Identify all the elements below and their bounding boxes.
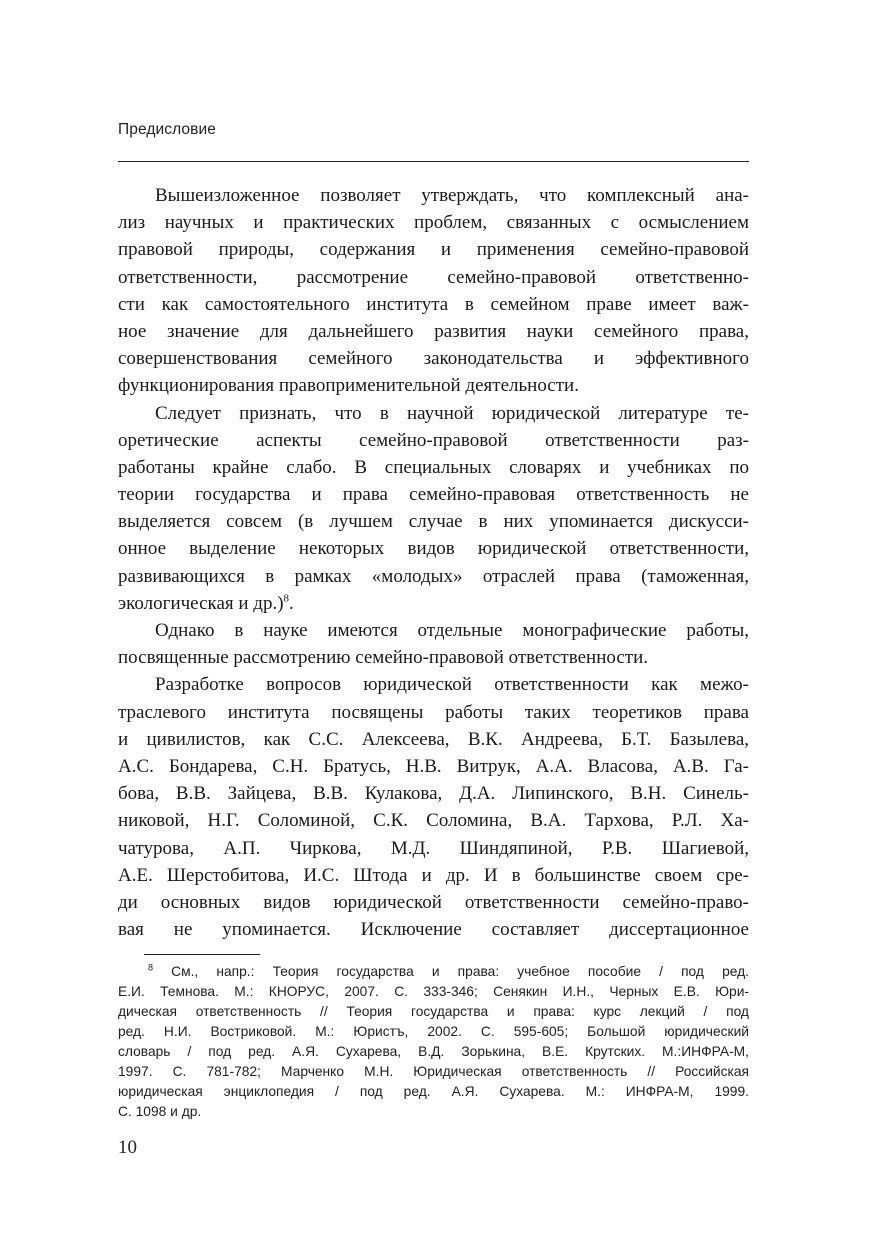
text-line: ди основных видов юридической ответственности семейно-право- xyxy=(118,891,749,913)
footnote-reference[interactable]: 8 xyxy=(283,592,290,605)
text-line: А.Е. Шерстобитова, И.С. Штода и др. И в большинстве своем сре- xyxy=(118,864,749,886)
footnote-number: 8 xyxy=(148,962,154,973)
text-line: совершенствования семейного законодательства и эффективного xyxy=(118,348,749,370)
text-line: чатурова, А.П. Чиркова, М.Д. Шиндяпиной, Р.В. Шагиевой, xyxy=(118,837,749,859)
footnote-line: юридическая энциклопедия / под ред. А.Я. Сухарева. М.: ИНФРА-М, 1999. xyxy=(118,1084,749,1099)
text-line: посвященные рассмотрению семейно-правовой ответственности. xyxy=(118,647,648,669)
text-line: траслевого института посвящены работы таких теоретиков права xyxy=(118,701,749,723)
text-line xyxy=(118,590,749,617)
text-line: вая не упоминается. Исключение составляет диссертационное xyxy=(118,919,749,941)
footnote-line: словарь / под ред. А.Я. Сухарева, В.Д. Зорькина, В.Е. Крутских. М.:ИНФРА-М, xyxy=(118,1044,749,1059)
footnote-divider xyxy=(144,954,260,955)
text-line: онное выделение некоторых видов юридической ответственности, xyxy=(118,538,749,560)
text-line: никовой, Н.Г. Соломиной, С.К. Соломина, В.А. Тархова, Р.Л. Ха- xyxy=(118,810,749,832)
text-line: Вышеизложенное позволяет утверждать, что комплексный ана- xyxy=(155,185,749,206)
text-line: сти как самостоятельного института в семейном праве имеет важ- xyxy=(118,293,749,315)
text-line: развивающихся в рамках «молодых» отраслей права (таможенная, xyxy=(118,565,749,587)
sentence-period: . xyxy=(289,592,294,614)
footnote-line: дическая ответственность // Теория государства и права: курс лекций / под xyxy=(118,1004,749,1019)
text-line: Однако в науке имеются отдельные монографические работы, xyxy=(155,620,749,641)
text-line: А.С. Бондарева, С.Н. Братусь, Н.В. Витрук, А.А. Власова, А.В. Га- xyxy=(118,755,749,777)
footnote-block xyxy=(118,962,749,1122)
text-line: Разработке вопросов юридической ответственности как межо- xyxy=(155,674,749,696)
header-divider xyxy=(118,161,749,162)
footnote-line xyxy=(118,962,749,982)
text-line: теории государства и права семейно-правовая ответственность не xyxy=(118,484,749,506)
page-number: 10 xyxy=(118,1137,137,1158)
text-line: выделяется совсем (в лучшем случае в них упоминается дискусси- xyxy=(118,511,749,533)
text-line: ное значение для дальнейшего развития науки семейного права, xyxy=(118,320,749,342)
footnote-line: С. 1098 и др. xyxy=(118,1104,202,1119)
footnote-line: ред. Н.И. Востриковой. М.: Юристъ, 2002. С. 595-605; Большой юридический xyxy=(118,1024,749,1039)
main-text xyxy=(118,182,749,943)
footnote-text: См., напр.: Теория государства и права: учебное пособие / под ред. xyxy=(171,964,749,979)
running-header: Предисловие xyxy=(118,121,216,138)
text-line: оретические аспекты семейно-правовой ответственности раз- xyxy=(118,429,749,451)
text-line: лиз научных и практических проблем, связанных с осмыслением xyxy=(118,212,749,234)
footnote-line: Е.И. Темнова. М.: КНОРУС, 2007. С. 333-346; Сенякин И.Н., Черных Е.В. Юри- xyxy=(118,984,749,999)
text-line: и цивилистов, как С.С. Алексеева, В.К. Андреева, Б.Т. Базылева, xyxy=(118,728,749,750)
text-line: правовой природы, содержания и применения семейно-правовой xyxy=(118,239,749,261)
footnote-line: 1997. С. 781-782; Марченко М.Н. Юридическая ответственность // Российская xyxy=(118,1064,749,1079)
text-line-content: экологическая и др.) xyxy=(118,592,284,614)
text-line: работаны крайне слабо. В специальных словарях и учебниках по xyxy=(118,456,749,478)
text-line: бова, В.В. Зайцева, В.В. Кулакова, Д.А. Липинского, В.Н. Синель- xyxy=(118,783,749,805)
text-line: Следует признать, что в научной юридической литературе те- xyxy=(155,402,749,424)
text-line: ответственности, рассмотрение семейно-правовой ответственно- xyxy=(118,266,749,288)
text-line: функционирования правоприменительной деятельности. xyxy=(118,375,579,397)
